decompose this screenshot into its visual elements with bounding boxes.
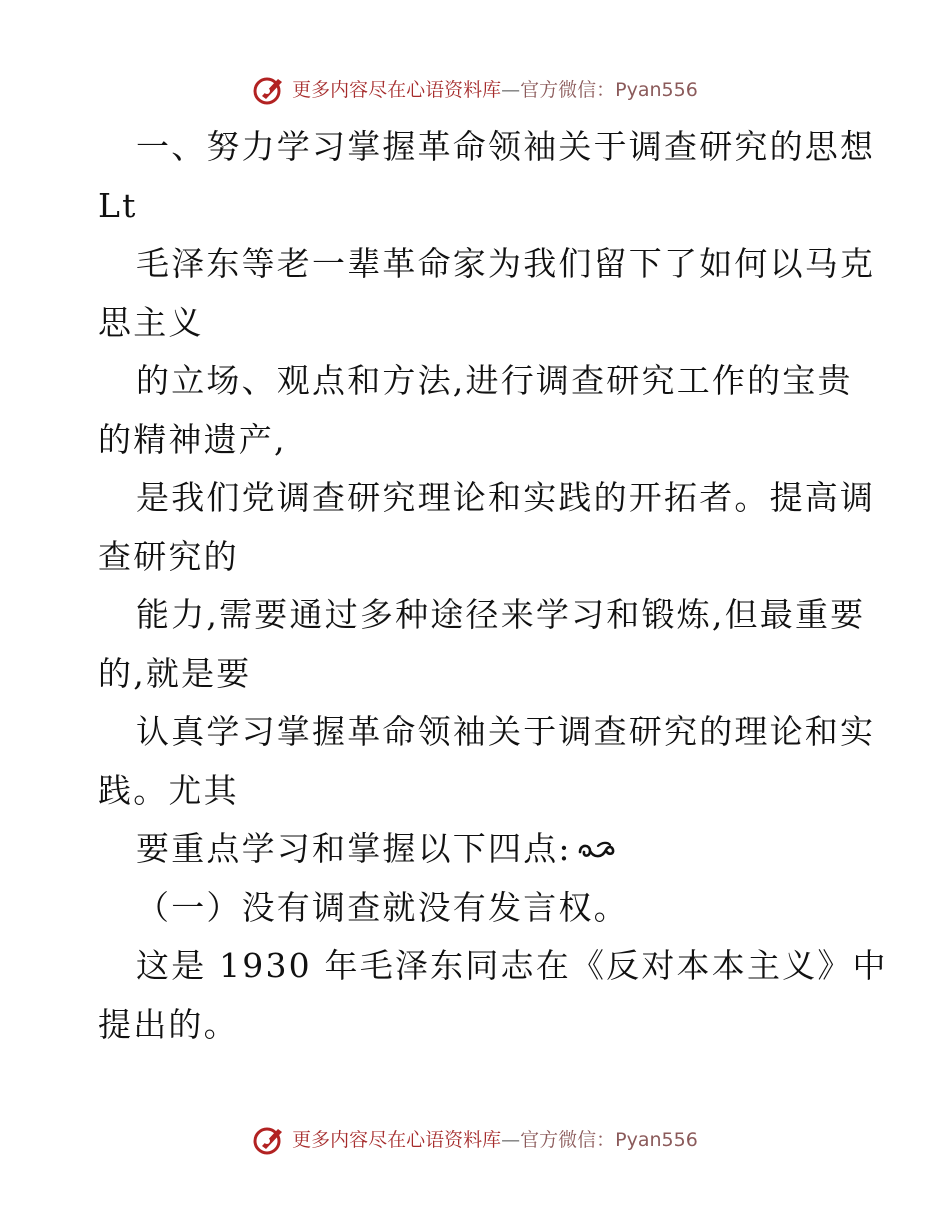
pen-circle-logo-icon bbox=[252, 1124, 286, 1156]
text-line: 的,就是要 bbox=[98, 653, 252, 693]
text-line: 践。尤其 bbox=[98, 770, 239, 810]
watermark-contact: 官方微信：Pyan556 bbox=[520, 1129, 698, 1151]
curl-ornament-icon bbox=[576, 838, 616, 864]
header-watermark bbox=[0, 74, 950, 106]
watermark-dash: — bbox=[501, 1129, 521, 1151]
document-body bbox=[98, 118, 888, 1054]
watermark-text: 更多内容尽在心语资料库 bbox=[292, 1129, 502, 1151]
text-line: 这是 1930 年毛泽东同志在《反对本本主义》中 bbox=[136, 946, 888, 985]
text-line: 认真学习掌握革命领袖关于调查研究的理论和实 bbox=[136, 712, 876, 751]
text-line: Lt bbox=[98, 185, 138, 225]
text-line: 能力,需要通过多种途径来学习和锻炼,但最重要 bbox=[136, 595, 866, 634]
footer-watermark bbox=[0, 1124, 950, 1156]
text-line: 是我们党调查研究理论和实践的开拓者。提高调 bbox=[136, 478, 876, 517]
watermark-dash: — bbox=[501, 79, 521, 101]
text-line: 思主义 bbox=[98, 302, 204, 342]
text-line: 毛泽东等老一辈革命家为我们留下了如何以马克 bbox=[136, 244, 876, 283]
pen-circle-logo-icon bbox=[252, 74, 286, 106]
heading-line: 一、努力学习掌握革命领袖关于调查研究的思想 bbox=[136, 127, 876, 166]
watermark-text: 更多内容尽在心语资料库 bbox=[292, 79, 502, 101]
text-line-with-ornament bbox=[98, 820, 858, 879]
text-line: 查研究的 bbox=[98, 536, 239, 576]
subheading-line: （一）没有调查就没有发言权。 bbox=[136, 887, 629, 927]
text-line: 的精神遗产, bbox=[98, 419, 287, 459]
watermark-contact: 官方微信：Pyan556 bbox=[520, 79, 698, 101]
text-line: 要重点学习和掌握以下四点: bbox=[136, 829, 572, 868]
text-line: 提出的。 bbox=[98, 1004, 239, 1044]
text-line: 的立场、观点和方法,进行调查研究工作的宝贵 bbox=[136, 361, 853, 400]
